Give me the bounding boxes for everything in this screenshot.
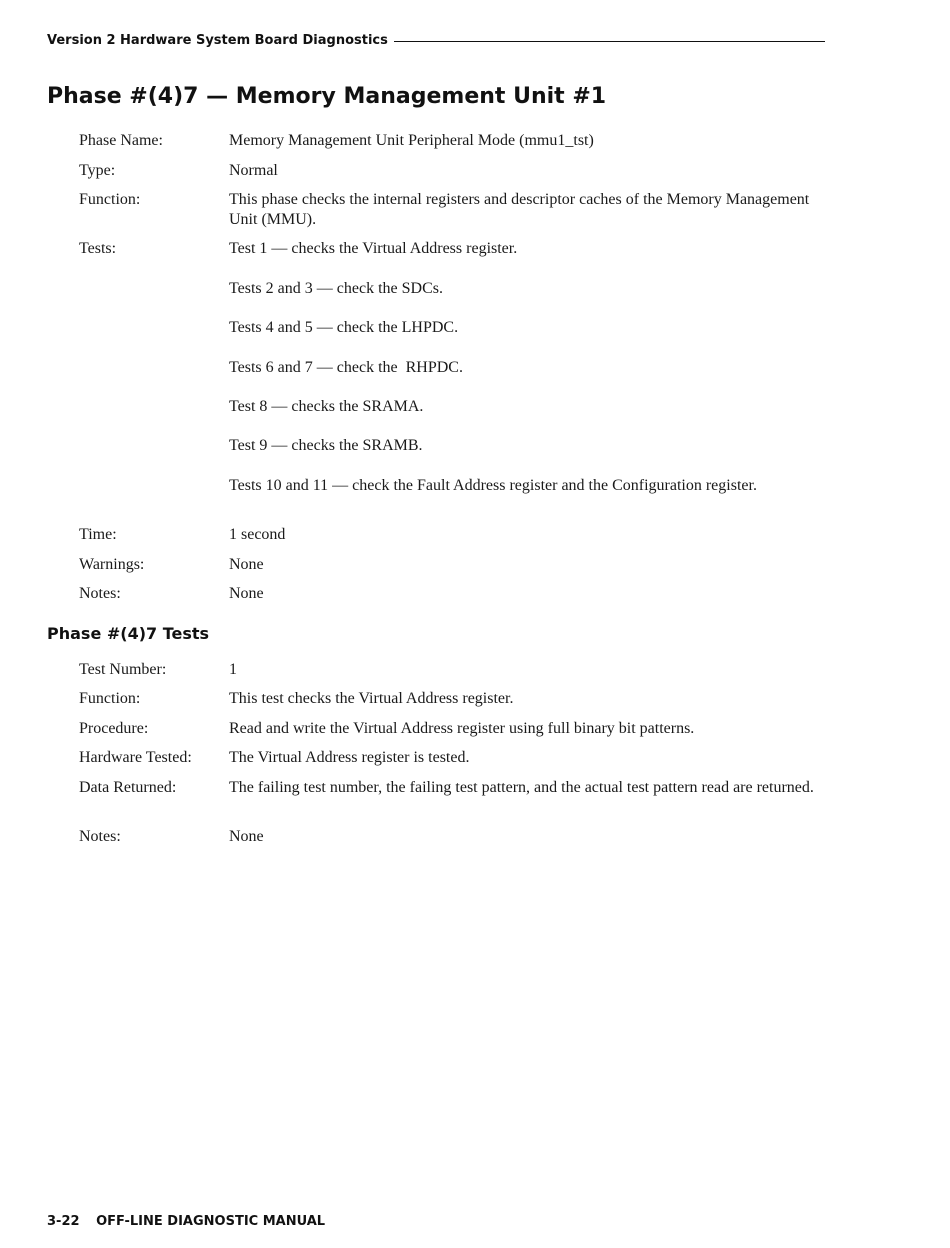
running-head-text: Version 2 Hardware System Board Diagnostics <box>47 32 388 48</box>
test-item: Tests 4 and 5 — check the LHPDC. <box>229 319 459 336</box>
field-value: The Virtual Address register is tested. <box>229 749 470 766</box>
field-value: None <box>229 585 264 602</box>
field-label: Function: <box>79 191 141 208</box>
field-label: Warnings: <box>79 556 145 573</box>
phase-title: Phase #(4)7 — Memory Management Unit #1 <box>47 84 607 109</box>
field-label: Function: <box>79 690 141 707</box>
field-label: Notes: <box>79 585 121 602</box>
test-item: Test 9 — checks the SRAMB. <box>229 437 423 454</box>
field-value: This phase checks the internal registers and descriptor caches of the Memory Management Unit (MMU). <box>229 191 810 228</box>
test-item: Tests 10 and 11 — check the Fault Address register and the Configuration register. <box>229 477 757 494</box>
field-value: The failing test number, the failing test pattern, and the actual test pattern read are returned. <box>229 779 814 796</box>
field-value: Normal <box>229 162 278 179</box>
test-item: Tests 6 and 7 — check the RHPDC. <box>229 359 463 376</box>
field-label: Data Returned: <box>79 779 177 796</box>
running-head-rule <box>394 41 825 42</box>
field-label: Time: <box>79 526 117 543</box>
test-item: Test 8 — checks the SRAMA. <box>229 398 424 415</box>
field-label: Type: <box>79 162 116 179</box>
field-label: Notes: <box>79 828 121 845</box>
field-value: Read and write the Virtual Address register using full binary bit patterns. <box>229 720 695 737</box>
page-footer <box>47 1214 325 1229</box>
test-item: Tests 2 and 3 — check the SDCs. <box>229 280 443 297</box>
tests-section-heading: Phase #(4)7 Tests <box>47 624 210 643</box>
manual-title: OFF-LINE DIAGNOSTIC MANUAL <box>96 1214 326 1229</box>
running-head <box>47 30 825 50</box>
field-label: Test Number: <box>79 661 167 678</box>
field-value: None <box>229 556 264 573</box>
field-value: Memory Management Unit Peripheral Mode (mmu1_tst) <box>229 132 594 149</box>
field-label: Phase Name: <box>79 132 163 149</box>
field-value: 1 second <box>229 526 286 543</box>
field-label: Tests: <box>79 240 117 257</box>
field-value: None <box>229 828 264 845</box>
field-value: This test checks the Virtual Address register. <box>229 690 514 707</box>
page-number: 3-22 <box>47 1214 80 1229</box>
field-label: Procedure: <box>79 720 149 737</box>
test-item: Test 1 — checks the Virtual Address register. <box>229 240 518 257</box>
field-label: Hardware Tested: <box>79 749 192 766</box>
field-value: 1 <box>229 661 237 678</box>
